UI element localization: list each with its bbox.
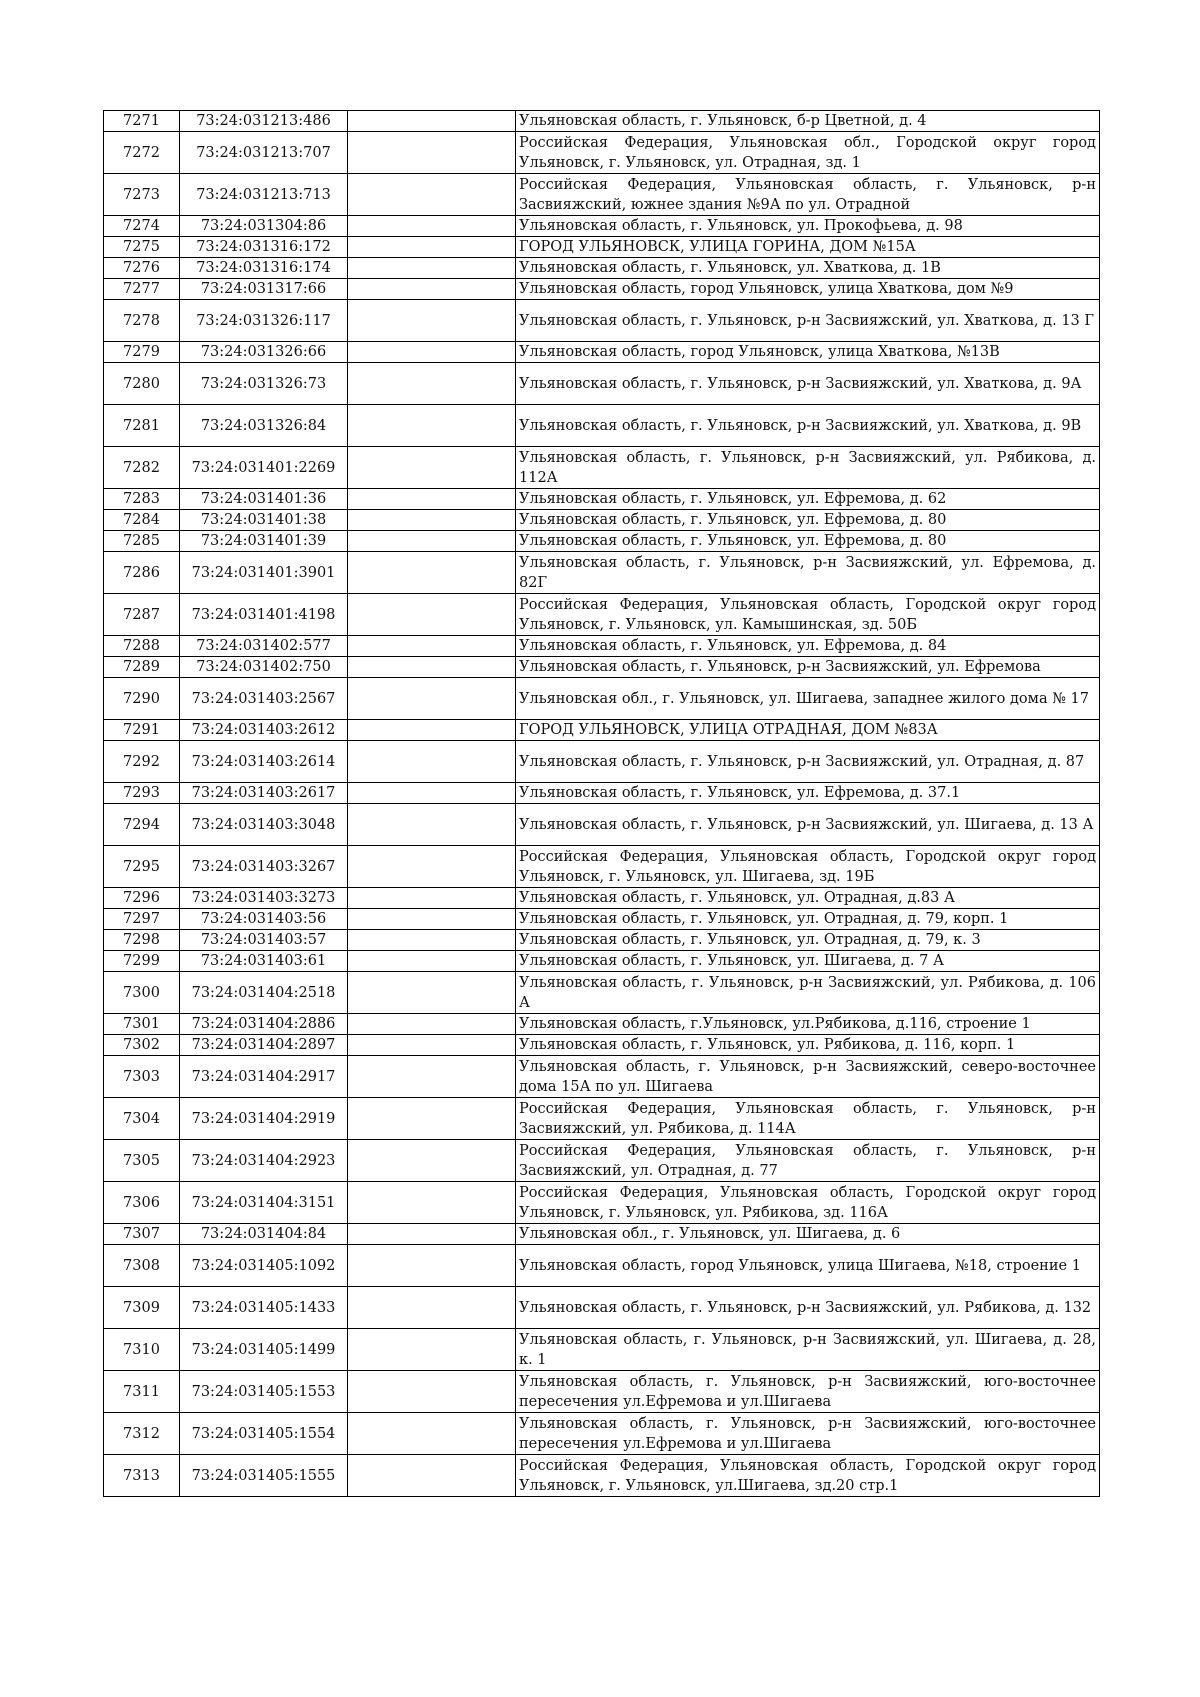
cadastral-number-cell: 73:24:031213:486	[180, 111, 348, 132]
table-row	[104, 888, 1100, 909]
table-row	[104, 1455, 1100, 1497]
table-row	[104, 258, 1100, 279]
cadastral-number-cell: 73:24:031405:1555	[180, 1455, 348, 1497]
cadastral-number-cell: 73:24:031326:84	[180, 405, 348, 447]
address-cell: Ульяновская область, г. Ульяновск, ул. Ефремова, д. 84	[516, 636, 1100, 657]
cadastral-number-cell: 73:24:031404:84	[180, 1224, 348, 1245]
row-number-cell: 7273	[104, 174, 180, 216]
address-cell: Ульяновская область, г. Ульяновск, ул. Хваткова, д. 1В	[516, 258, 1100, 279]
cadastral-number-cell: 73:24:031317:66	[180, 279, 348, 300]
cadastral-number-cell: 73:24:031404:2886	[180, 1014, 348, 1035]
table-row	[104, 279, 1100, 300]
empty-cell	[348, 111, 516, 132]
empty-cell	[348, 846, 516, 888]
empty-cell	[348, 342, 516, 363]
row-number-cell: 7278	[104, 300, 180, 342]
empty-cell	[348, 972, 516, 1014]
empty-cell	[348, 783, 516, 804]
row-number-cell: 7313	[104, 1455, 180, 1497]
empty-cell	[348, 1371, 516, 1413]
empty-cell	[348, 1140, 516, 1182]
table-row	[104, 1098, 1100, 1140]
row-number-cell: 7310	[104, 1329, 180, 1371]
address-cell: Ульяновская обл., г. Ульяновск, ул. Шигаева, западнее жилого дома № 17	[516, 678, 1100, 720]
cadastral-number-cell: 73:24:031404:2518	[180, 972, 348, 1014]
empty-cell	[348, 1245, 516, 1287]
cadastral-number-cell: 73:24:031403:3048	[180, 804, 348, 846]
address-cell: Ульяновская область, г. Ульяновск, р-н Засвияжский, ул. Хваткова, д. 9А	[516, 363, 1100, 405]
cadastral-number-cell: 73:24:031403:3273	[180, 888, 348, 909]
address-cell: Ульяновская область, г. Ульяновск, ул. Отрадная, д. 79, корп. 1	[516, 909, 1100, 930]
cadastral-number-cell: 73:24:031404:2919	[180, 1098, 348, 1140]
address-cell: Российская Федерация, Ульяновская область, г. Ульяновск, р-н Засвияжский, южнее здания №9А по ул. Отрадной	[516, 174, 1100, 216]
row-number-cell: 7299	[104, 951, 180, 972]
table-row	[104, 1056, 1100, 1098]
empty-cell	[348, 258, 516, 279]
cadastral-number-cell: 73:24:031403:3267	[180, 846, 348, 888]
cadastral-number-cell: 73:24:031403:2614	[180, 741, 348, 783]
empty-cell	[348, 174, 516, 216]
cadastral-number-cell: 73:24:031213:707	[180, 132, 348, 174]
table-row	[104, 1014, 1100, 1035]
row-number-cell: 7281	[104, 405, 180, 447]
address-cell: Ульяновская область, г. Ульяновск, р-н Засвияжский, юго-восточнее пересечения ул.Ефремова и ул.Шигаева	[516, 1371, 1100, 1413]
address-cell: Российская Федерация, Ульяновская область, г. Ульяновск, р-н Засвияжский, ул. Отрадная, д. 77	[516, 1140, 1100, 1182]
row-number-cell: 7288	[104, 636, 180, 657]
empty-cell	[348, 552, 516, 594]
row-number-cell: 7303	[104, 1056, 180, 1098]
address-cell: Ульяновская область, город Ульяновск, улица Хваткова, №13В	[516, 342, 1100, 363]
empty-cell	[348, 1182, 516, 1224]
row-number-cell: 7291	[104, 720, 180, 741]
cadastral-number-cell: 73:24:031403:57	[180, 930, 348, 951]
table-row	[104, 951, 1100, 972]
address-cell: ГОРОД УЛЬЯНОВСК, УЛИЦА ОТРАДНАЯ, ДОМ №83А	[516, 720, 1100, 741]
address-cell: Ульяновская область, г. Ульяновск, р-н Засвияжский, ул. Шигаева, д. 28, к. 1	[516, 1329, 1100, 1371]
table-row	[104, 1329, 1100, 1371]
address-cell: Ульяновская область, г. Ульяновск, ул. Ефремова, д. 80	[516, 531, 1100, 552]
empty-cell	[348, 741, 516, 783]
address-cell: Российская Федерация, Ульяновская область, Городской округ город Ульяновск, г. Ульяновск, ул. Камышинская, зд. 50Б	[516, 594, 1100, 636]
table-row	[104, 342, 1100, 363]
table-row	[104, 1224, 1100, 1245]
empty-cell	[348, 804, 516, 846]
address-cell: Ульяновская область, г. Ульяновск, р-н Засвияжский, юго-восточнее пересечения ул.Ефремова и ул.Шигаева	[516, 1413, 1100, 1455]
empty-cell	[348, 909, 516, 930]
row-number-cell: 7279	[104, 342, 180, 363]
empty-cell	[348, 594, 516, 636]
row-number-cell: 7309	[104, 1287, 180, 1329]
address-cell: Российская Федерация, Ульяновская область, Городской округ город Ульяновск, г. Ульяновск, ул. Рябикова, зд. 116А	[516, 1182, 1100, 1224]
empty-cell	[348, 1056, 516, 1098]
row-number-cell: 7312	[104, 1413, 180, 1455]
address-cell: Ульяновская область, г. Ульяновск, р-н Засвияжский, ул. Ефремова, д. 82Г	[516, 552, 1100, 594]
cadastral-number-cell: 73:24:031405:1553	[180, 1371, 348, 1413]
address-cell: Ульяновская область, г. Ульяновск, р-н Засвияжский, ул. Ефремова	[516, 657, 1100, 678]
row-number-cell: 7292	[104, 741, 180, 783]
address-cell: Ульяновская область, г. Ульяновск, ул. Отрадная, д. 79, к. 3	[516, 930, 1100, 951]
row-number-cell: 7275	[104, 237, 180, 258]
empty-cell	[348, 279, 516, 300]
cadastral-number-cell: 73:24:031402:577	[180, 636, 348, 657]
empty-cell	[348, 510, 516, 531]
empty-cell	[348, 1035, 516, 1056]
registry-table	[103, 110, 1100, 1497]
row-number-cell: 7296	[104, 888, 180, 909]
address-cell: Ульяновская область, г. Ульяновск, р-н Засвияжский, ул. Хваткова, д. 9В	[516, 405, 1100, 447]
row-number-cell: 7280	[104, 363, 180, 405]
row-number-cell: 7285	[104, 531, 180, 552]
row-number-cell: 7295	[104, 846, 180, 888]
empty-cell	[348, 1455, 516, 1497]
address-cell: Ульяновская область, г. Ульяновск, р-н Засвияжский, ул. Рябикова, д. 106 А	[516, 972, 1100, 1014]
row-number-cell: 7287	[104, 594, 180, 636]
row-number-cell: 7271	[104, 111, 180, 132]
empty-cell	[348, 678, 516, 720]
empty-cell	[348, 237, 516, 258]
address-cell: Ульяновская область, г. Ульяновск, ул. Отрадная, д.83 А	[516, 888, 1100, 909]
empty-cell	[348, 930, 516, 951]
address-cell: Ульяновская область, г. Ульяновск, р-н Засвияжский, ул. Отрадная, д. 87	[516, 741, 1100, 783]
row-number-cell: 7282	[104, 447, 180, 489]
row-number-cell: 7297	[104, 909, 180, 930]
table-row	[104, 216, 1100, 237]
empty-cell	[348, 300, 516, 342]
empty-cell	[348, 1098, 516, 1140]
table-row	[104, 720, 1100, 741]
address-cell: Ульяновская область, город Ульяновск, улица Хваткова, дом №9	[516, 279, 1100, 300]
address-cell: Ульяновская область, город Ульяновск, улица Шигаева, №18, строение 1	[516, 1245, 1100, 1287]
empty-cell	[348, 216, 516, 237]
address-cell: Ульяновская область, г.Ульяновск, ул.Рябикова, д.116, строение 1	[516, 1014, 1100, 1035]
address-cell: Ульяновская область, г. Ульяновск, ул. Ефремова, д. 80	[516, 510, 1100, 531]
table-row	[104, 132, 1100, 174]
table-row	[104, 1035, 1100, 1056]
address-cell: Ульяновская область, г. Ульяновск, р-н Засвияжский, ул. Шигаева, д. 13 А	[516, 804, 1100, 846]
table-row	[104, 972, 1100, 1014]
cadastral-number-cell: 73:24:031401:2269	[180, 447, 348, 489]
table-row	[104, 1182, 1100, 1224]
empty-cell	[348, 1413, 516, 1455]
cadastral-number-cell: 73:24:031401:3901	[180, 552, 348, 594]
cadastral-number-cell: 73:24:031405:1554	[180, 1413, 348, 1455]
cadastral-number-cell: 73:24:031403:61	[180, 951, 348, 972]
address-cell: Ульяновская область, г. Ульяновск, р-н Засвияжский, северо-восточнее дома 15А по ул. Шигаева	[516, 1056, 1100, 1098]
empty-cell	[348, 132, 516, 174]
table-row	[104, 489, 1100, 510]
table-row	[104, 678, 1100, 720]
address-cell: Ульяновская область, г. Ульяновск, р-н Засвияжский, ул. Хваткова, д. 13 Г	[516, 300, 1100, 342]
registry-table-body	[104, 111, 1100, 1497]
address-cell: Ульяновская область, г. Ульяновск, р-н Засвияжский, ул. Рябикова, д. 112А	[516, 447, 1100, 489]
cadastral-number-cell: 73:24:031316:172	[180, 237, 348, 258]
cadastral-number-cell: 73:24:031401:36	[180, 489, 348, 510]
row-number-cell: 7306	[104, 1182, 180, 1224]
table-row	[104, 510, 1100, 531]
address-cell: Российская Федерация, Ульяновская область, Городской округ город Ульяновск, г. Ульяновск, ул.Шигаева, зд.20 стр.1	[516, 1455, 1100, 1497]
cadastral-number-cell: 73:24:031404:3151	[180, 1182, 348, 1224]
table-row	[104, 174, 1100, 216]
empty-cell	[348, 951, 516, 972]
address-cell: ГОРОД УЛЬЯНОВСК, УЛИЦА ГОРИНА, ДОМ №15А	[516, 237, 1100, 258]
table-row	[104, 552, 1100, 594]
empty-cell	[348, 531, 516, 552]
table-row	[104, 300, 1100, 342]
table-row	[104, 1287, 1100, 1329]
cadastral-number-cell: 73:24:031316:174	[180, 258, 348, 279]
address-cell: Российская Федерация, Ульяновская область, г. Ульяновск, р-н Засвияжский, ул. Рябикова, д. 114А	[516, 1098, 1100, 1140]
table-row	[104, 111, 1100, 132]
row-number-cell: 7272	[104, 132, 180, 174]
empty-cell	[348, 489, 516, 510]
address-cell: Российская Федерация, Ульяновская обл., Городской округ город Ульяновск, г. Ульяновск, ул. Отрадная, зд. 1	[516, 132, 1100, 174]
table-row	[104, 447, 1100, 489]
table-row	[104, 1413, 1100, 1455]
address-cell: Ульяновская обл., г. Ульяновск, ул. Шигаева, д. 6	[516, 1224, 1100, 1245]
row-number-cell: 7277	[104, 279, 180, 300]
cadastral-number-cell: 73:24:031404:2897	[180, 1035, 348, 1056]
cadastral-number-cell: 73:24:031405:1092	[180, 1245, 348, 1287]
table-row	[104, 237, 1100, 258]
row-number-cell: 7302	[104, 1035, 180, 1056]
address-cell: Ульяновская область, г. Ульяновск, ул. Рябикова, д. 116, корп. 1	[516, 1035, 1100, 1056]
empty-cell	[348, 405, 516, 447]
address-cell: Ульяновская область, г. Ульяновск, б-р Цветной, д. 4	[516, 111, 1100, 132]
row-number-cell: 7274	[104, 216, 180, 237]
table-row	[104, 741, 1100, 783]
cadastral-number-cell: 73:24:031326:66	[180, 342, 348, 363]
table-row	[104, 909, 1100, 930]
row-number-cell: 7286	[104, 552, 180, 594]
table-row	[104, 804, 1100, 846]
row-number-cell: 7311	[104, 1371, 180, 1413]
empty-cell	[348, 888, 516, 909]
address-cell: Ульяновская область, г. Ульяновск, ул. Ефремова, д. 62	[516, 489, 1100, 510]
empty-cell	[348, 1287, 516, 1329]
row-number-cell: 7300	[104, 972, 180, 1014]
table-row	[104, 930, 1100, 951]
empty-cell	[348, 657, 516, 678]
address-cell: Ульяновская область, г. Ульяновск, ул. Прокофьева, д. 98	[516, 216, 1100, 237]
cadastral-number-cell: 73:24:031401:4198	[180, 594, 348, 636]
cadastral-number-cell: 73:24:031403:2567	[180, 678, 348, 720]
row-number-cell: 7301	[104, 1014, 180, 1035]
row-number-cell: 7294	[104, 804, 180, 846]
table-row	[104, 594, 1100, 636]
empty-cell	[348, 720, 516, 741]
cadastral-number-cell: 73:24:031401:38	[180, 510, 348, 531]
empty-cell	[348, 1329, 516, 1371]
row-number-cell: 7289	[104, 657, 180, 678]
table-row	[104, 636, 1100, 657]
row-number-cell: 7276	[104, 258, 180, 279]
table-row	[104, 846, 1100, 888]
cadastral-number-cell: 73:24:031326:117	[180, 300, 348, 342]
cadastral-number-cell: 73:24:031404:2917	[180, 1056, 348, 1098]
row-number-cell: 7283	[104, 489, 180, 510]
cadastral-number-cell: 73:24:031304:86	[180, 216, 348, 237]
table-row	[104, 363, 1100, 405]
row-number-cell: 7290	[104, 678, 180, 720]
address-cell: Ульяновская область, г. Ульяновск, ул. Ефремова, д. 37.1	[516, 783, 1100, 804]
cadastral-number-cell: 73:24:031405:1433	[180, 1287, 348, 1329]
table-row	[104, 1371, 1100, 1413]
table-row	[104, 1245, 1100, 1287]
address-cell: Ульяновская область, г. Ульяновск, р-н Засвияжский, ул. Рябикова, д. 132	[516, 1287, 1100, 1329]
cadastral-number-cell: 73:24:031405:1499	[180, 1329, 348, 1371]
table-row	[104, 531, 1100, 552]
cadastral-number-cell: 73:24:031403:56	[180, 909, 348, 930]
row-number-cell: 7307	[104, 1224, 180, 1245]
empty-cell	[348, 447, 516, 489]
empty-cell	[348, 363, 516, 405]
cadastral-number-cell: 73:24:031326:73	[180, 363, 348, 405]
table-row	[104, 1140, 1100, 1182]
row-number-cell: 7298	[104, 930, 180, 951]
cadastral-number-cell: 73:24:031404:2923	[180, 1140, 348, 1182]
address-cell: Российская Федерация, Ульяновская область, Городской округ город Ульяновск, г. Ульяновск, ул. Шигаева, зд. 19Б	[516, 846, 1100, 888]
table-row	[104, 783, 1100, 804]
row-number-cell: 7308	[104, 1245, 180, 1287]
row-number-cell: 7305	[104, 1140, 180, 1182]
cadastral-number-cell: 73:24:031402:750	[180, 657, 348, 678]
empty-cell	[348, 1224, 516, 1245]
cadastral-number-cell: 73:24:031401:39	[180, 531, 348, 552]
cadastral-number-cell: 73:24:031403:2612	[180, 720, 348, 741]
cadastral-number-cell: 73:24:031213:713	[180, 174, 348, 216]
empty-cell	[348, 636, 516, 657]
table-row	[104, 405, 1100, 447]
empty-cell	[348, 1014, 516, 1035]
row-number-cell: 7284	[104, 510, 180, 531]
cadastral-number-cell: 73:24:031403:2617	[180, 783, 348, 804]
table-row	[104, 657, 1100, 678]
row-number-cell: 7293	[104, 783, 180, 804]
row-number-cell: 7304	[104, 1098, 180, 1140]
address-cell: Ульяновская область, г. Ульяновск, ул. Шигаева, д. 7 А	[516, 951, 1100, 972]
